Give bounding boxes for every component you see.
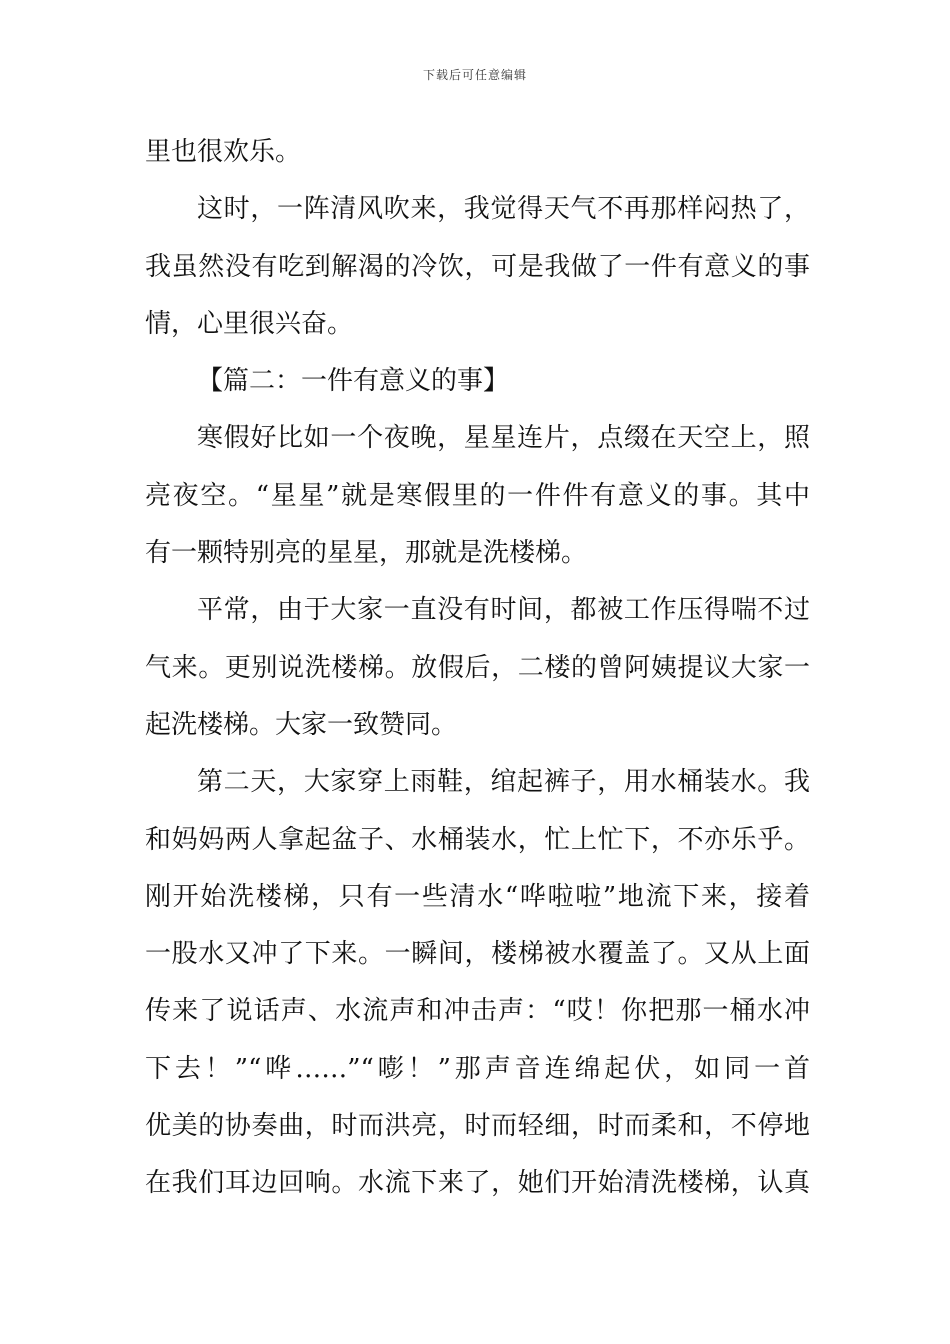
text-line: 有一颗特别亮的星星，那就是洗楼梯。 — [145, 538, 588, 569]
text-line: 寒假好比如一个夜晚，星星连片，点缀在天空上，照 — [197, 423, 810, 454]
text-line: 和妈妈两人拿起盆子、水桶装水，忙上忙下，不亦乐乎。 — [145, 824, 810, 855]
article-body — [145, 126, 810, 1215]
text-line: 起洗楼梯。大家一致赞同。 — [145, 709, 458, 740]
text-line: 这时，一阵清风吹来，我觉得天气不再那样闷热了， — [197, 194, 810, 225]
text-line: 情，心里很兴奋。 — [145, 308, 354, 339]
text-line: 下去！”“哗……”“嘭！”那声音连绵起伏，如同一首 — [145, 1053, 810, 1084]
text-line: 平常，由于大家一直没有时间，都被工作压得喘不过 — [197, 595, 810, 626]
text-line: 优美的协奏曲，时而洪亮，时而轻细，时而柔和，不停地 — [145, 1111, 810, 1142]
text-line: 气来。更别说洗楼梯。放假后，二楼的曾阿姨提议大家一 — [145, 652, 810, 683]
page-header: 下载后可任意编辑 — [422, 68, 527, 82]
text-line: 亮夜空。“星星”就是寒假里的一件件有意义的事。其中 — [145, 480, 810, 511]
text-line: 里也很欢乐。 — [145, 137, 302, 167]
text-line: 在我们耳边回响。水流下来了，她们开始清洗楼梯，认真 — [145, 1168, 810, 1199]
text-line: 第二天，大家穿上雨鞋，绾起裤子，用水桶装水。我 — [197, 767, 810, 798]
text-line: 传来了说话声、水流声和冲击声：“哎！你把那一桶水冲 — [145, 996, 810, 1027]
text-line: 一股水又冲了下来。一瞬间，楼梯被水覆盖了。又从上面 — [145, 939, 810, 970]
text-line: 刚开始洗楼梯，只有一些清水“哗啦啦”地流下来，接着 — [145, 881, 810, 912]
section-heading: 【篇二：一件有意义的事】 — [197, 366, 510, 397]
text-line: 我虽然没有吃到解渴的冷饮，可是我做了一件有意义的事 — [145, 251, 810, 282]
